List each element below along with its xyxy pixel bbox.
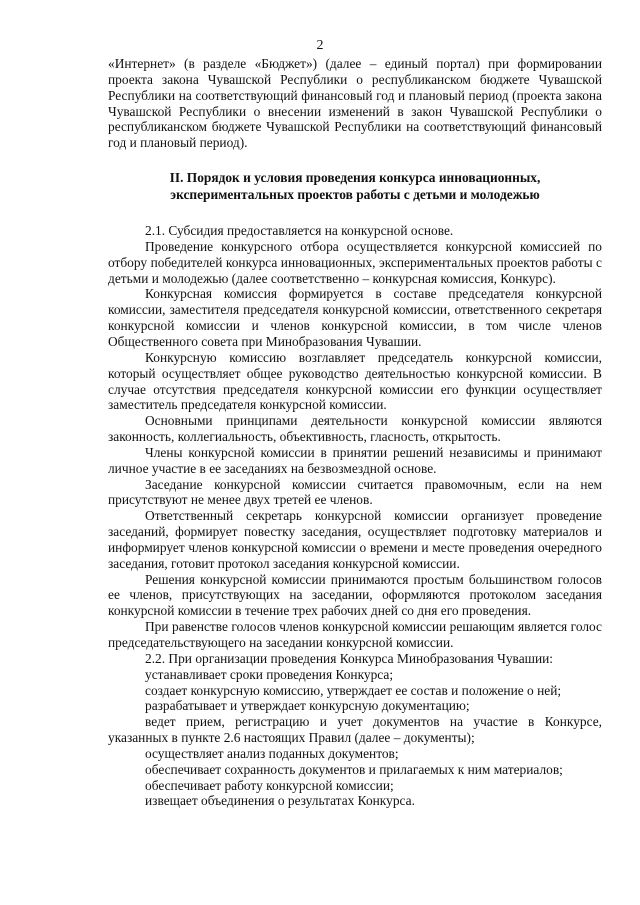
page-number: 2 [316,38,324,53]
paragraph-commission-composition: Конкурсная комиссия формируется в составе председателя конкурсной комиссии, заместителя председателя конкурсной комиссии, ответственного секретаря конкурсной комиссии и членов конкурсной комиссии, в том числе членов Общественного совета при Минобразования Чувашии. [108,286,602,349]
list-item: осуществляет анализ поданных документов; [145,745,399,761]
paragraph-quorum: Заседание конкурсной комиссии считается правомочным, если на нем присутствуют не менее двух третей ее членов. [108,476,602,508]
paragraph-commission-chair: Конкурсную комиссию возглавляет председатель конкурсной комиссии, который осуществляет общее руководство деятельностью конкурсной комиссии. В случае отсутствия председателя конкурсной комиссии его функции осуществляет заместитель председателя конкурсной комиссии. [108,349,602,413]
list-item: разрабатывает и утверждает конкурсную документацию; [145,698,470,714]
paragraph-members-independence: Члены конкурсной комиссии в принятии решений независимы и принимают личное участие в ее заседаниях на безвозмездной основе. [108,444,602,476]
list-item: устанавливает сроки проведения Конкурса; [145,666,394,682]
list-item: ведет прием, регистрацию и учет документов на участие в Конкурсе, указанных в пункте 2.6 настоящих Правил (далее – документы); [108,714,602,746]
paragraph-secretary-duties: Ответственный секретарь конкурсной комиссии организует проведение заседаний, формирует повестку заседания, осуществляет подготовку материалов и информирует членов конкурсной комиссии о времени и месте проведения очередного заседания, готовит протокол заседания конкурсной комиссии. [108,508,602,571]
paragraph-tie-vote: При равенстве голосов членов конкурсной комиссии решающим является голос председательствующего на заседании конкурсной комиссии. [108,619,602,650]
section-heading-line-2: экспериментальных проектов работы с детьми и молодежью [170,187,540,203]
paragraph-decisions: Решения конкурсной комиссии принимаются простым большинством голосов ее членов, присутствующих на заседании, оформляются протоколом заседания конкурсной комиссии в течение трех рабочих дней со дня его проведения. [108,571,602,619]
list-item: извещает объединения о результатах Конкурса. [145,793,415,809]
continuation-paragraph: «Интернет» (в разделе «Бюджет») (далее – единый портал) при формировании проекта закона Чувашской Республики о республиканском бюджете Чувашской Республики на соответствующий финансовый год и плановый период (проекта закона Чувашской Республики о внесении изменений в закон Чувашской Республики о республиканском бюджете Чувашской Республики на соответствующий финансовый год и плановый период). [108,56,602,151]
document-body [108,56,602,809]
paragraph-selection-procedure: Проведение конкурсного отбора осуществляется конкурсной комиссией по отбору победителей конкурса инновационных, экспериментальных проектов работы с детьми и молодежью (далее соответственно – конкурсная комиссия, Конкурс). [108,238,602,286]
paragraph-2-2: 2.2. При организации проведения Конкурса Минобразования Чувашии: [145,650,554,666]
paragraph-principles: Основными принципами деятельности конкурсной комиссии являются законность, коллегиальность, объективность, гласность, открытость. [108,413,602,445]
list-item: обеспечивает сохранность документов и прилагаемых к ним материалов; [145,761,563,777]
paragraph-2-1: 2.1. Субсидия предоставляется на конкурсной основе. [145,223,454,239]
section-heading [108,169,602,203]
list-item: обеспечивает работу конкурсной комиссии; [145,777,394,793]
list-item: создает конкурсную комиссию, утверждает ее состав и положение о ней; [145,682,562,698]
section-heading-line-1: II. Порядок и условия проведения конкурса инновационных, [169,170,541,186]
